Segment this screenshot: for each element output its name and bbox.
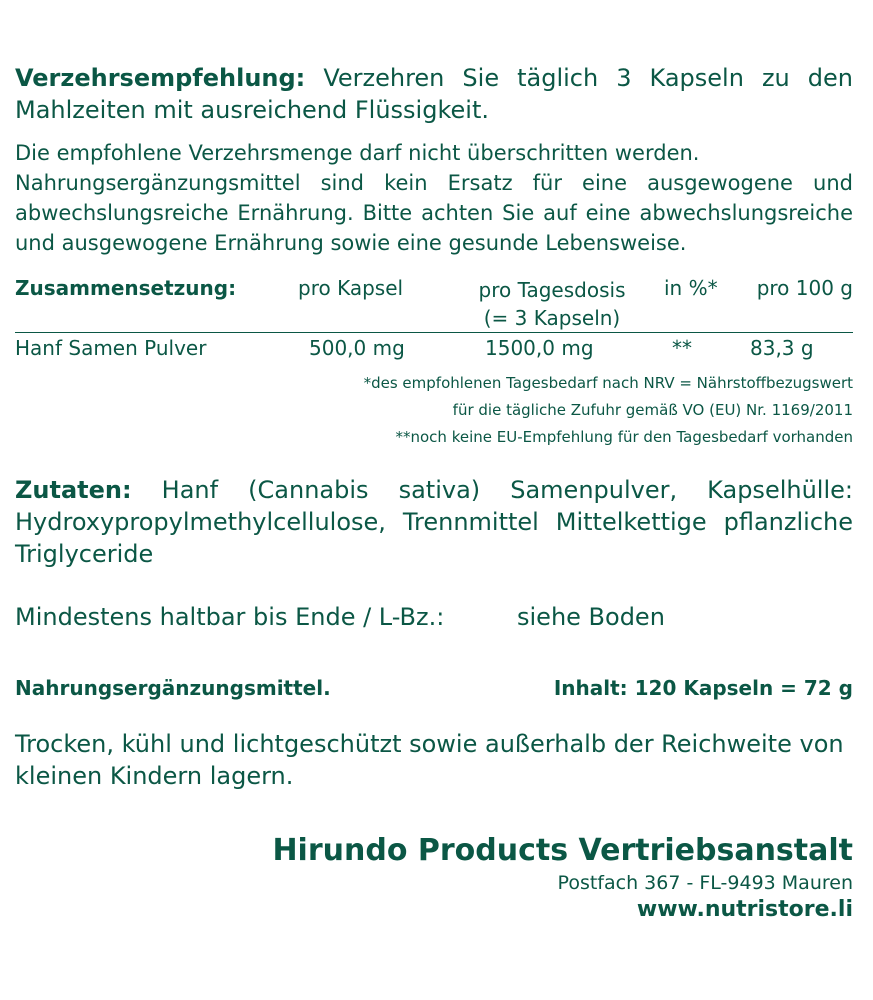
company-address: Postfach 367 - FL-9493 Mauren (557, 872, 853, 894)
row-percent: ** (672, 336, 692, 360)
company-block (15, 832, 853, 924)
ingredients-text-1: Hanf (Cannabis sativa) Samenpulver, Kapselhülle: (161, 476, 853, 504)
composition-table-header (15, 276, 853, 333)
ingredients-text-3: Triglyceride (15, 540, 154, 568)
row-per-day: 1500,0 mg (485, 336, 594, 360)
storage-text (15, 728, 853, 792)
header-per-100g: pro 100 g (756, 276, 853, 300)
ingredients-label: Zutaten: (15, 476, 132, 504)
info-paragraph (15, 138, 853, 258)
product-content: Inhalt: 120 Kapseln = 72 g (553, 676, 853, 700)
recommendation-line-1 (15, 62, 853, 94)
ingredients-text-2: Hydroxypropylmethylcellulose, Trennmittel Mittelkettige pflanzliche (15, 508, 853, 536)
best-before-value: siehe Boden (517, 603, 665, 631)
info-line-3: abwechslungsreiche Ernährung. Bitte achten Sie auf eine abwechslungsreiche (15, 201, 853, 225)
header-percent: in %* (664, 276, 718, 300)
table-row (15, 336, 853, 364)
footnote-2: für die tägliche Zufuhr gemäß VO (EU) Nr. 1169/2011 (452, 401, 853, 419)
ingredients-line-1 (15, 474, 853, 506)
product-info (15, 674, 853, 702)
header-per-day (472, 276, 632, 332)
row-name: Hanf Samen Pulver (15, 336, 207, 360)
storage-line-2: kleinen Kindern lagern. (15, 762, 294, 790)
info-line-4: und ausgewogene Ernährung sowie eine gesunde Lebensweise. (15, 231, 687, 255)
footnote-1: *des empfohlenen Tagesbedarf nach NRV = Nährstoffbezugswert (363, 374, 853, 392)
label-page (15, 0, 853, 1000)
header-per-capsule: pro Kapsel (298, 276, 404, 300)
recommendation-paragraph (15, 62, 853, 126)
info-line-1: Die empfohlene Verzehrsmenge darf nicht überschritten werden. (15, 141, 700, 165)
row-per-capsule: 500,0 mg (309, 336, 405, 360)
company-name: Hirundo Products Vertriebsanstalt (272, 833, 853, 868)
best-before-label: Mindestens haltbar bis Ende / L-Bz.: (15, 603, 445, 631)
recommendation-label: Verzehrsempfehlung: (15, 64, 306, 92)
row-per-100g: 83,3 g (750, 336, 814, 360)
ingredients-paragraph (15, 474, 853, 570)
composition-label: Zusammensetzung: (15, 276, 237, 300)
header-per-day-note: (= 3 Kapseln) (483, 306, 621, 330)
header-per-day-label: pro Tagesdosis (478, 278, 626, 302)
footnotes (15, 370, 853, 451)
info-line-2: Nahrungsergänzungsmittel sind kein Ersatz für eine ausgewogene und (15, 171, 853, 195)
product-type: Nahrungsergänzungsmittel. (15, 676, 331, 700)
footnote-3: **noch keine EU-Empfehlung für den Tagesbedarf vorhanden (395, 428, 853, 446)
recommendation-text-2: Mahlzeiten mit ausreichend Flüssigkeit. (15, 96, 489, 124)
storage-line-1: Trocken, kühl und lichtgeschützt sowie außerhalb der Reichweite von (15, 730, 844, 758)
company-website[interactable]: www.nutristore.li (636, 897, 853, 922)
best-before (15, 601, 853, 633)
recommendation-text-1: Verzehren Sie täglich 3 Kapseln zu den (323, 64, 853, 92)
